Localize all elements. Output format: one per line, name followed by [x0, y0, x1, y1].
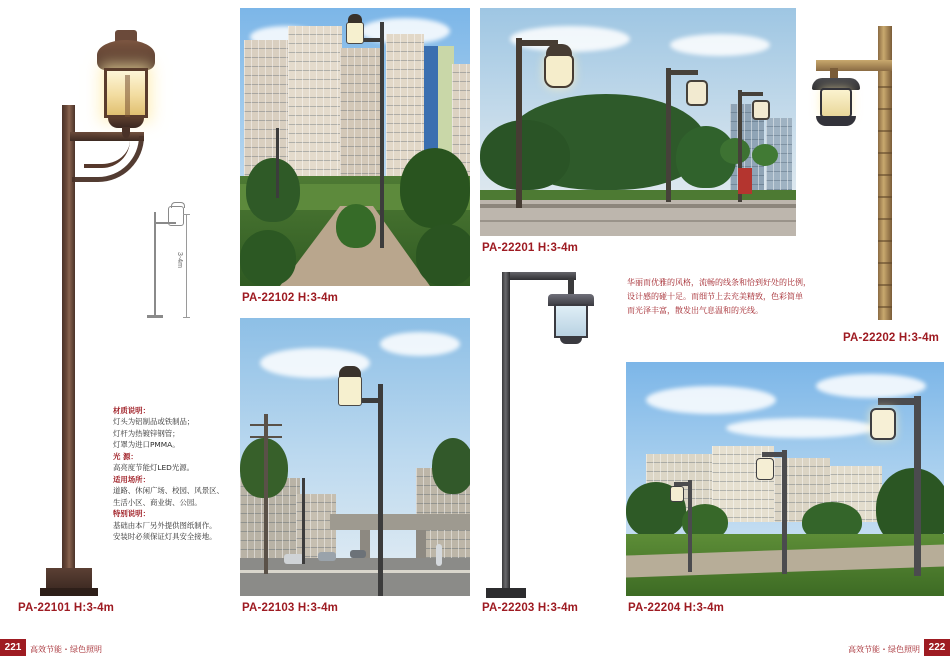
lantern-finial — [122, 127, 130, 138]
photo-pa-22103 — [240, 318, 470, 596]
pavement-seam — [480, 204, 796, 208]
tree — [432, 438, 470, 494]
description-block — [627, 276, 827, 318]
road-marking — [240, 570, 470, 573]
lantern-cap — [97, 40, 155, 70]
dimension-line-drawing — [124, 200, 202, 320]
drawing-pole — [154, 212, 156, 318]
cloud — [670, 34, 770, 56]
spec-line: 基础由本厂另外提供图纸制作。 — [113, 520, 217, 530]
spec-line: 适用场所： — [113, 474, 150, 484]
photo-pa-22201 — [480, 8, 796, 236]
spec-line: 高亮度节能灯LED光源。 — [113, 463, 194, 473]
palm — [720, 138, 750, 164]
photo-pa-22204 — [626, 362, 944, 596]
bush — [416, 224, 470, 286]
photo-lantern — [346, 22, 364, 44]
photo-lamp-arm — [670, 70, 698, 75]
lantern-bottom — [560, 336, 582, 344]
caption-pa-22103: PA-22103 H:3-4m — [242, 602, 339, 614]
caption-pa-22101: PA-22101 H:3-4m — [18, 602, 115, 614]
lantern-bottom — [816, 116, 856, 126]
cloud — [726, 418, 876, 438]
footer-text-right: 高效节能・绿色照明 — [848, 645, 920, 654]
tree — [246, 158, 300, 222]
lamp-pole — [502, 300, 510, 596]
photo-lamp-pole — [516, 38, 522, 208]
pedestrian — [436, 544, 442, 566]
caption-pa-22204: PA-22204 H:3-4m — [628, 602, 725, 614]
drawing-dimension-label: 3-4m — [176, 252, 183, 268]
photo-lamp-arm — [741, 92, 763, 96]
cloud — [380, 332, 460, 356]
photo-lamp-arm — [762, 452, 787, 457]
photo-lantern — [670, 486, 684, 502]
product-render-pa-22101 — [0, 0, 232, 636]
utility-crossarm — [250, 436, 282, 438]
photo-lamp-pole — [380, 22, 384, 248]
spec-line: 灯头为铝制品或铁制品； — [113, 417, 195, 427]
lamp-arm — [816, 60, 892, 71]
caption-pa-22202: PA-22202 H:3-4m — [843, 332, 940, 344]
spec-block — [113, 405, 229, 543]
page-number-right: 222 — [924, 639, 950, 656]
spec-line: 光 源： — [113, 451, 138, 461]
page-number-left: 221 — [0, 639, 26, 656]
lantern-head — [95, 30, 157, 138]
photo-lamp-pole — [782, 450, 787, 574]
pole-base-plate — [40, 588, 98, 596]
photo-lamp-arm — [878, 398, 921, 405]
pavement-seam — [480, 220, 796, 222]
building — [340, 48, 384, 180]
utility-crossarm — [250, 424, 282, 426]
photo-lantern — [686, 80, 708, 106]
drawing-lamp — [168, 206, 184, 226]
photo-lamp-pole — [666, 68, 671, 202]
photo-lantern — [870, 408, 896, 440]
footer-text-left: 高效节能・绿色照明 — [30, 645, 102, 654]
car — [318, 552, 336, 561]
drawing-base — [147, 315, 163, 318]
lamp-arm-top — [502, 272, 576, 280]
pole-base — [486, 588, 526, 598]
photo-lamp-pole-far — [276, 128, 279, 198]
description-line: 设计感的碰十足。而细节上去充美精致，色彩简单 — [627, 292, 803, 301]
page-footer — [0, 638, 950, 658]
photo-lantern — [752, 100, 770, 120]
banner — [738, 168, 752, 194]
photo-lamp-pole-far — [302, 478, 305, 564]
cloud — [816, 374, 926, 398]
bush — [240, 230, 296, 286]
photo-lantern — [756, 458, 774, 480]
drawing-dimension-arrow-icon — [186, 214, 187, 318]
building — [288, 26, 342, 181]
palm — [752, 144, 778, 166]
photo-lamp-pole — [378, 384, 383, 596]
spec-line: 灯杆为热镀锌钢管； — [113, 428, 180, 438]
description-line: 而光泽丰富，散发出气息温和的光线。 — [627, 306, 763, 315]
photo-lantern-cap — [339, 366, 361, 377]
spec-line: 道路、休闲广场、校园、风景区、 — [113, 486, 224, 496]
tree — [400, 148, 470, 228]
tree-canopy — [480, 120, 570, 190]
spec-line: 生活小区、商业街、公园。 — [113, 497, 202, 507]
description-line: 华丽而优雅的风格，流畅的线条和恰到好处的比例， — [627, 278, 811, 287]
cloud — [646, 386, 776, 414]
spec-line: 安装时必须保证灯具安全接地。 — [113, 532, 217, 542]
photo-lantern — [544, 54, 574, 88]
spec-line: 特别说明： — [113, 509, 150, 519]
photo-lamp-pole — [688, 480, 692, 572]
photo-pa-22102 — [240, 8, 470, 286]
pole-joint-rings — [878, 64, 892, 320]
car — [350, 550, 366, 558]
caption-pa-22102: PA-22102 H:3-4m — [242, 292, 339, 304]
product-render-pa-22203 — [478, 258, 618, 598]
photo-lantern — [338, 376, 362, 406]
car — [284, 554, 304, 564]
photo-lantern-cap — [546, 44, 572, 56]
spec-line: 灯罩为进口PMMA。 — [113, 440, 180, 450]
caption-pa-22203: PA-22203 H:3-4m — [482, 602, 579, 614]
spec-line: 材质说明： — [113, 406, 150, 415]
bush — [336, 204, 376, 248]
overpass-deck — [330, 514, 470, 530]
lantern-glass — [820, 88, 852, 118]
utility-pole — [264, 414, 268, 574]
photo-lantern-cap — [348, 14, 362, 23]
photo-lamp-pole — [914, 396, 921, 576]
lantern-glass — [104, 68, 148, 118]
caption-pa-22201: PA-22201 H:3-4m — [482, 242, 579, 254]
lantern-glass — [554, 304, 588, 338]
lamp-arm-riser — [502, 272, 510, 304]
